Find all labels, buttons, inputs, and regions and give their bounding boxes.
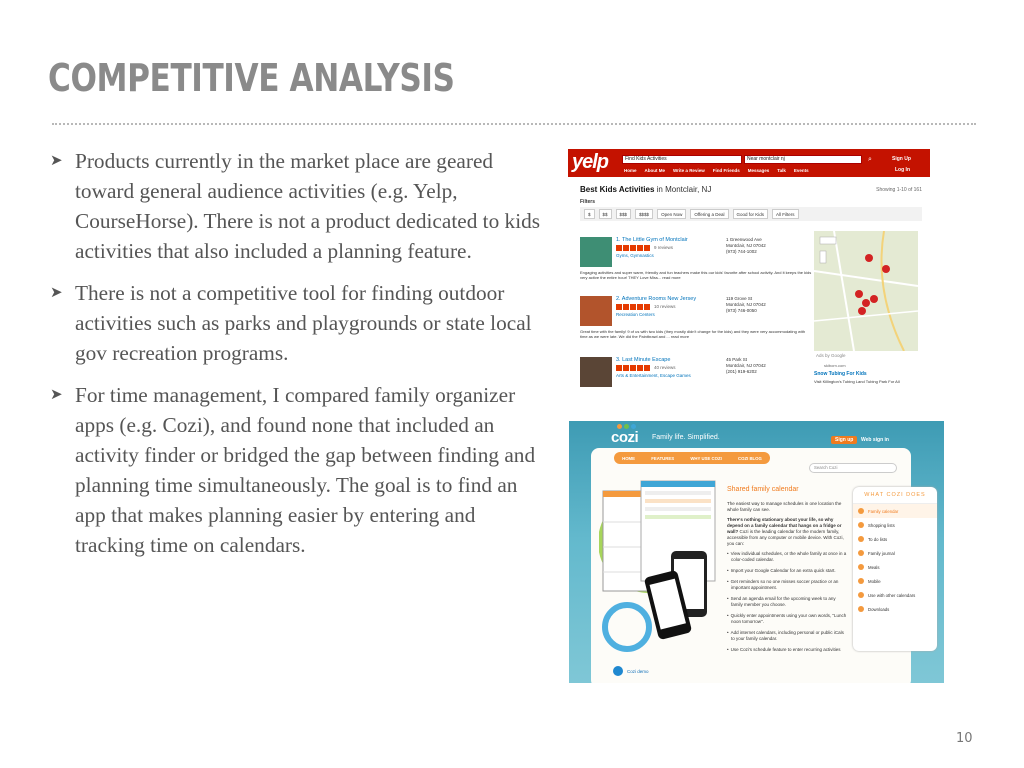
list-item: • Quickly enter appointments using your own words, "Lunch noon tomorrow". [727, 613, 847, 625]
cozi-signup-button: Sign up [831, 436, 857, 444]
yelp-result-photo [580, 357, 612, 387]
list-item: • Import your Google Calendar for an extra quick start. [727, 568, 847, 574]
arrow-bullet-icon: ➤ [50, 387, 63, 403]
yelp-result-category: Arts & Entertainment, Escape Games [616, 373, 691, 378]
sync-icon [858, 592, 864, 598]
checkbox-icon [858, 536, 864, 542]
yelp-result-category: Gyms, Gymnastics [616, 253, 654, 258]
bullet-item [50, 278, 550, 368]
cozi-sidebar-label: Family calendar [868, 508, 899, 514]
cozi-screenshot [569, 421, 944, 683]
yelp-result-name: 1. The Little Gym of Montclair [616, 237, 688, 243]
search-icon: ⌕ [868, 156, 872, 163]
cozi-demo-label: Cozi demo [627, 668, 649, 674]
cozi-sidebar-item [853, 574, 937, 588]
cozi-demo-link [613, 666, 649, 676]
yelp-nav-item: About Me [644, 168, 666, 173]
yelp-filter-chip: $$$$ [635, 209, 653, 219]
cozi-sidebar-item [853, 560, 937, 574]
star-rating-icon [616, 365, 650, 371]
yelp-filters-label: Filters [580, 199, 596, 205]
list-icon [858, 522, 864, 528]
yelp-ad-subtitle: Visit Killington's Tubing Land Tubing Park For All [814, 379, 900, 384]
cozi-sidebar-item [853, 518, 937, 532]
yelp-heading-bold: Best Kids Activities [580, 185, 655, 194]
arrow-bullet-icon: ➤ [50, 153, 63, 169]
yelp-nav-item: Talk [777, 168, 786, 173]
yelp-ad-title: Snow Tubing For Kids [814, 371, 867, 377]
yelp-result-photo [580, 296, 612, 326]
cozi-sidebar-label: To do lists [868, 536, 888, 542]
cozi-sidebar-item [853, 532, 937, 546]
yelp-result-address: 1 Greenwood Ave Montclair, NJ 07042 (973) 744-1002 [726, 237, 766, 254]
yelp-filter-chip: Good for Kids [733, 209, 769, 219]
play-icon [613, 666, 623, 676]
yelp-result-snippet: Engaging activities and super warm, friendly and fun teachers make this our kids' favorite after school activity. And it keeps the kids very active the entire hour! THEY Love Miss... read more [580, 270, 812, 280]
cozi-tagline: Family life. Simplified. [652, 434, 720, 441]
bullet-text: For time management, I compared family organizer apps (e.g. Cozi), and found none that included an activity finder or bridged the gap between finding and planning time simultaneously. The goal is to find an app that makes planning easier by entering and tracking time on calendars. [75, 383, 536, 557]
yelp-heading-location: in Montclair, NJ [654, 185, 712, 194]
yelp-map [814, 231, 918, 351]
meal-icon [858, 564, 864, 570]
yelp-result [580, 296, 812, 348]
cozi-sidebar-item [853, 546, 937, 560]
cozi-nav [614, 452, 770, 464]
yelp-nav-item: Write a Review [673, 168, 705, 173]
cozi-feature-intro: The easiest way to manage schedules in one location the whole family can see. [727, 501, 842, 512]
map-graphic [814, 231, 918, 351]
yelp-filter-chip: All Filters [772, 209, 799, 219]
yelp-filter-chip: $$ [599, 209, 612, 219]
bullet-item [50, 380, 550, 560]
cozi-sidebar-label: Shopping lists [868, 522, 895, 528]
phone-icon [858, 578, 864, 584]
yelp-near-input: Near montclair nj [744, 155, 862, 164]
cozi-sidebar-item [853, 588, 937, 602]
cozi-feature-body [727, 501, 847, 658]
cozi-nav-item: WHY USE COZI [690, 455, 722, 461]
download-icon [858, 606, 864, 612]
yelp-result [580, 357, 812, 389]
yelp-filter-chip: $ [584, 209, 595, 219]
star-rating-icon [616, 245, 650, 251]
page-number: 10 [956, 731, 973, 746]
cozi-sidebar-label: Family journal [868, 550, 895, 556]
yelp-result-name: 2. Adventure Rooms New Jersey [616, 296, 697, 302]
cozi-sidebar-label: Downloads [868, 606, 890, 612]
yelp-review-count: 9 reviews [654, 245, 674, 250]
yelp-filter-bar [580, 207, 922, 221]
bullet-list [50, 146, 550, 572]
yelp-signup-link: Sign Up [892, 156, 911, 162]
yelp-ads-label: Ads by Google [816, 353, 846, 358]
yelp-screenshot [568, 149, 930, 389]
journal-icon [858, 550, 864, 556]
cozi-nav-item: HOME [622, 455, 636, 461]
yelp-filter-chip: Open Now [657, 209, 686, 219]
yelp-results-heading [580, 185, 711, 194]
cozi-features-sidebar [853, 487, 937, 651]
bullet-text: Products currently in the market place are geared toward general audience activities (e.g. Yelp, CourseHorse). There is not a product dedicated to kids activities that also included a planning feature. [75, 149, 541, 263]
yelp-login-link: Log In [895, 167, 910, 173]
list-item: • Use Cozi's schedule feature to enter recurring activities [727, 647, 847, 653]
yelp-logo: yelp [572, 151, 609, 173]
yelp-result-address: 119 Grove St Montclair, NJ 07042 (973) 746-0050 [726, 296, 766, 313]
arrow-bullet-icon: ➤ [50, 285, 63, 301]
cozi-devices-illustration [599, 477, 729, 667]
bullet-item [50, 146, 550, 266]
yelp-result-photo [580, 237, 612, 267]
cozi-nav-item: FEATURES [651, 455, 675, 461]
bullet-text: There is not a competitive tool for finding outdoor activities such as parks and playgrounds or state local gov recreation programs. [75, 281, 532, 365]
cozi-logo: cozi [611, 429, 639, 446]
yelp-result-count: Showing 1-10 of 161 [876, 187, 922, 193]
cozi-feature-desc-rest: Cozi is the leading calendar for the modern family, accessible from any computer or mobile device. With Cozi, you can: [727, 529, 844, 546]
yelp-filter-chip: $$$ [616, 209, 632, 219]
calendar-icon [858, 508, 864, 514]
yelp-result-name: 3. Last Minute Escape [616, 357, 671, 363]
yelp-result-category: Recreation Centers [616, 312, 655, 317]
yelp-nav [624, 168, 809, 173]
cozi-sidebar-label: Mobile [868, 578, 881, 584]
yelp-nav-item: Events [793, 168, 809, 173]
cozi-nav-item: COZI BLOG [738, 455, 762, 461]
cozi-sidebar-label: Meals [868, 564, 880, 570]
list-item: • Add internet calendars, including personal or public iCals to your family calendar. [727, 630, 847, 642]
yelp-nav-item: Messages [747, 168, 770, 173]
yelp-review-count: 10 reviews [654, 304, 676, 309]
yelp-review-count: 40 reviews [654, 365, 676, 370]
cozi-web-signin-link: Web sign in [861, 437, 889, 443]
yelp-filter-chip: Offering a Deal [690, 209, 728, 219]
yelp-result-snippet: Great time with the family! 9 of us with two kids (they mostly didn't change for the kids) and they were very accommodating with time as we were late. We did the Paintbrawl and ... read more [580, 329, 806, 339]
cozi-feature-title: Shared family calendar [727, 486, 799, 493]
cozi-sidebar-item [853, 602, 937, 616]
cozi-feature-desc-bold: There's nothing stationary about your life, so why depend on a family calendar that hangs on a fridge or wall? [727, 517, 842, 534]
yelp-ad-domain: skiborn.com [824, 363, 846, 368]
yelp-nav-item: Home [624, 168, 637, 173]
star-rating-icon [616, 304, 650, 310]
cozi-sidebar-header: WHAT COZI DOES [853, 487, 937, 504]
yelp-nav-item: Find Friends [712, 168, 740, 173]
title-divider [52, 123, 976, 125]
list-item: • View individual schedules, or the whole family at once in a color-coded calendar. [727, 551, 847, 563]
yelp-result [580, 237, 812, 289]
yelp-result-address: 45 Park St Montclair, NJ 07042 (201) 919-6202 [726, 357, 766, 374]
list-item: • Get reminders so no one misses soccer practice or an important appointment. [727, 579, 847, 591]
cozi-feature-list [727, 551, 847, 653]
slide-title: COMPETITIVE ANALYSIS [48, 56, 455, 100]
cozi-sidebar-item [853, 504, 937, 518]
list-item: • Send an agenda email for the upcoming week to any family member you choose. [727, 596, 847, 608]
cozi-search-input: Search Cozi [809, 463, 897, 473]
yelp-find-input: Find Kids Activities [622, 155, 742, 164]
cozi-feature-desc [727, 517, 847, 547]
cozi-sidebar-label: Use with other calendars [868, 592, 916, 598]
